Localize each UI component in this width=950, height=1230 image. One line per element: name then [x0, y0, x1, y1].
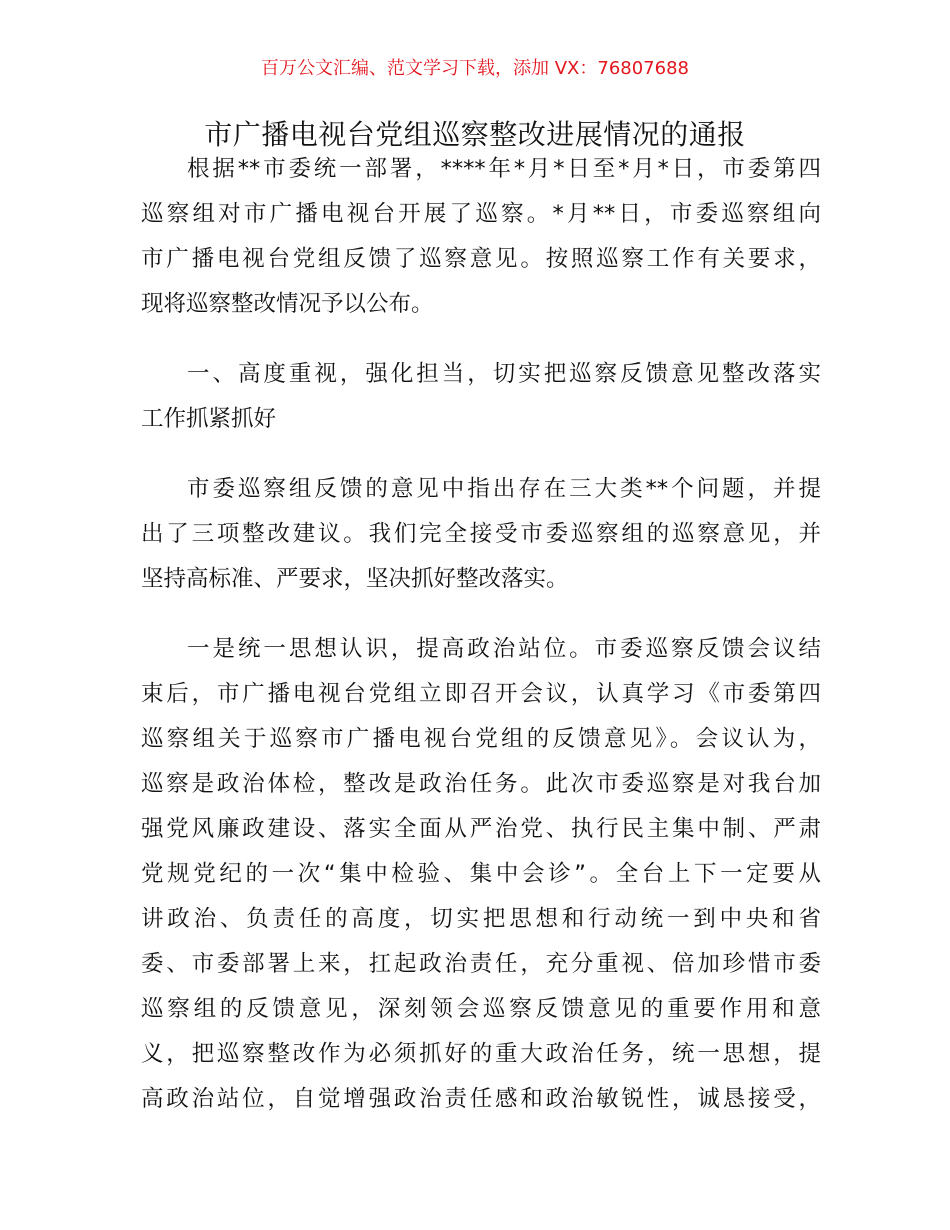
paragraph-4-line-4: 巡察是政治体检，整改是政治任务。此次市委巡察是对我台加 [141, 771, 821, 797]
paragraph-1-line-1: 根据**市委统一部署，****年*月*日至*月*日，市委第四 [187, 156, 821, 182]
document-title: 市广播电视台党组巡察整改进展情况的通报 [204, 118, 746, 151]
paragraph-4-line-1: 一是统一思想认识，提高政治站位。市委巡察反馈会议结 [187, 636, 821, 662]
section-heading-line-2: 工作抓紧抓好 [141, 406, 277, 432]
paragraph-3-line-2: 出了三项整改建议。我们完全接受市委巡察组的巡察意见，并 [141, 521, 821, 547]
paragraph-4-line-3: 巡察组关于巡察市广播电视台党组的反馈意见》。会议认为， [141, 726, 821, 752]
paragraph-1-line-3: 市广播电视台党组反馈了巡察意见。按照巡察工作有关要求， [141, 246, 821, 272]
paragraph-1-line-2: 巡察组对市广播电视台开展了巡察。*月**日，市委巡察组向 [141, 201, 821, 227]
paragraph-4-line-11: 高政治站位，自觉增强政治责任感和政治敏锐性，诚恳接受， [141, 1086, 821, 1112]
paragraph-3-line-3: 坚持高标准、严要求，坚决抓好整改落实。 [141, 566, 569, 592]
paragraph-4-line-5: 强党风廉政建设、落实全面从严治党、执行民主集中制、严肃 [141, 816, 821, 842]
section-heading-line-1: 一、高度重视，强化担当，切实把巡察反馈意见整改落实 [187, 361, 821, 387]
paragraph-4-line-10: 义，把巡察整改作为必须抓好的重大政治任务，统一思想，提 [141, 1041, 821, 1067]
paragraph-4-line-7: 讲政治、负责任的高度，切实把思想和行动统一到中央和省 [141, 906, 821, 932]
paragraph-1-line-4: 现将巡察整改情况予以公布。 [141, 291, 434, 317]
paragraph-3-line-1: 市委巡察组反馈的意见中指出存在三大类**个问题，并提 [187, 476, 821, 502]
paragraph-4-line-9: 巡察组的反馈意见，深刻领会巡察反馈意见的重要作用和意 [141, 996, 821, 1022]
paragraph-4-line-2: 束后，市广播电视台党组立即召开会议，认真学习《市委第四 [141, 681, 821, 707]
watermark-header: 百万公文汇编、范文学习下载，添加 VX：76807688 [261, 58, 689, 79]
paragraph-4-line-8: 委、市委部署上来，扛起政治责任，充分重视、倍加珍惜市委 [141, 951, 821, 977]
paragraph-4-line-6: 党规党纪的一次“集中检验、集中会诊”。全台上下一定要从 [141, 861, 821, 887]
